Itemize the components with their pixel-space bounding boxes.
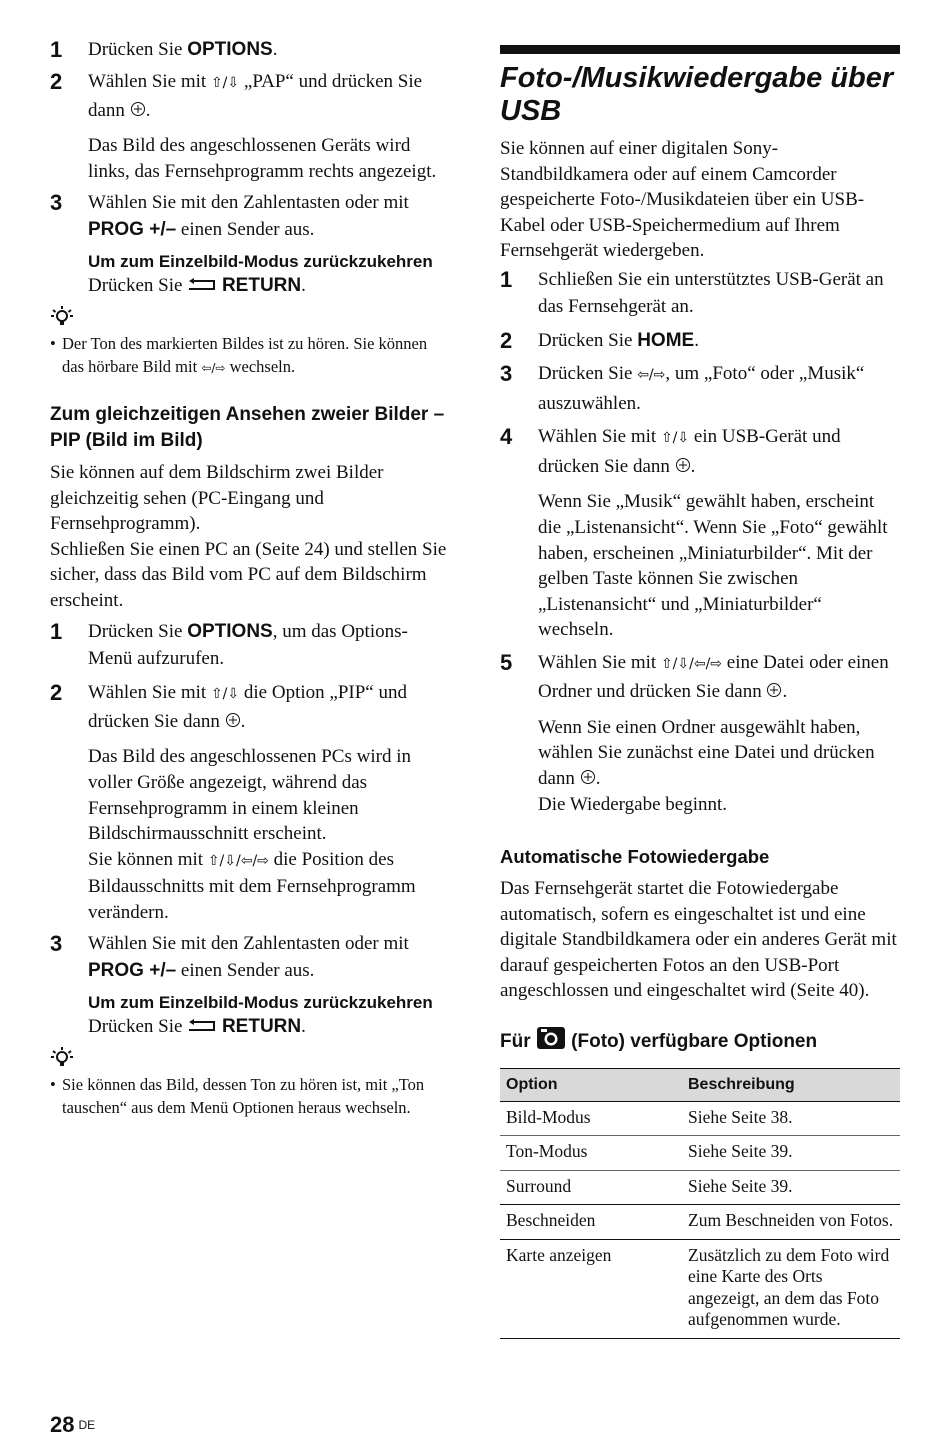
return-icon [187, 1014, 217, 1040]
left-column [50, 36, 452, 1119]
auto-photo-heading: Automatische Fotowiedergabe [500, 846, 770, 868]
usb-step-3: 3 Drücken Sie ⇦/⇨, um „Foto“ oder „Musik“ auszuwählen. [500, 361, 865, 414]
usb-step-4-note: Wenn Sie „Musik“ gewählt haben, erscheint die „Listenansicht“. Wenn Sie „Foto“ gewählt haben, erscheinen „Miniaturbilder“. Mit der gelben Taste können Sie zwischen „Listenansicht“ und „Miniaturbilder“ wechseln. [538, 491, 888, 641]
table-row: Karte anzeigen Zusätzlich zu dem Foto wird eine Karte des Orts angezeigt, an dem das Foto aufgenommen wurde. [500, 1239, 900, 1338]
table-row: Beschneiden Zum Beschneiden von Fotos. [500, 1205, 900, 1240]
step-number: 1 [50, 37, 63, 62]
usb-step-2: 2 Drücken Sie HOME. [500, 327, 699, 353]
usb-step-4: 4 Wählen Sie mit ⇧/⇩ ein USB-Gerät und drücken Sie dann . [500, 423, 900, 481]
hint-text-2: • Sie können das Bild, dessen Ton zu hören ist, mit „Ton tauschen“ aus dem Menü Optionen heraus wechseln. [50, 1075, 425, 1118]
up-down-arrows-icon: ⇧/⇩ [210, 74, 240, 91]
home-key: HOME [637, 329, 695, 351]
table-header-row [500, 1069, 900, 1102]
usb-intro: Sie können auf einer digitalen Sony-Standbildkamera oder auf einem Camcorder gespeicherte Foto-/Musikdateien über ein USB-Kabel oder USB-Speichermedium auf Ihrem Fernsehgerät wiedergeben. [500, 138, 865, 262]
photo-options-heading: Für (Foto) verfügbare Optionen [500, 1026, 900, 1058]
language-code: DE [78, 1418, 96, 1432]
usb-step-1: 1 Schließen Sie ein unterstütztes USB-Gerät an das Fernsehgerät an. [500, 266, 884, 318]
page-number: 28 [50, 1412, 75, 1437]
pip-step-1: 1 Drücken Sie OPTIONS, um das Options-Menü aufzurufen. [50, 618, 408, 670]
table-header: Option [500, 1069, 682, 1102]
usb-step-5-note: Wenn Sie einen Ordner ausgewählt haben, wählen Sie zunächst eine Datei und drücken dann . [538, 715, 900, 793]
enter-circle-icon [580, 767, 596, 793]
pip-step-2: 2 Wählen Sie mit ⇧/⇩ die Option „PIP“ und drücken Sie dann . [50, 679, 452, 737]
single-mode-subheading: Um zum Einzelbild-Modus zurückzukehren [88, 251, 433, 271]
enter-circle-icon [766, 679, 782, 707]
left-right-arrows-icon: ⇦/⇨ [637, 367, 666, 384]
return-icon [187, 273, 217, 299]
pap-step-3: 3 Wählen Sie mit den Zahlentasten oder mit PROG +/– einen Sender aus. [50, 189, 409, 241]
enter-circle-icon [675, 454, 691, 482]
return-instruction-2: Drücken Sie RETURN. [88, 1014, 452, 1040]
enter-circle-icon [130, 98, 146, 126]
options-table [500, 1068, 900, 1339]
section-rule [500, 45, 900, 54]
four-way-arrows-icon: ⇧/⇩/⇦/⇨ [660, 655, 723, 672]
table-row: Surround Siehe Seite 39. [500, 1170, 900, 1205]
section-title: Foto-/Musikwiedergabe über USB [500, 62, 894, 127]
pap-step-1: 1 Drücken Sie OPTIONS. [50, 37, 278, 62]
pip-heading: Zum gleichzeitigen Ansehen zweier Bilder – PIP (Bild im Bild) [50, 404, 445, 452]
auto-photo-text: Das Fernsehgerät startet die Fotowiedergabe automatisch, sofern es eingeschaltet ist und eine digitale Standbildkamera oder ein anderes Gerät mit darauf gespeicherten Fotos an den USB-Port angeschlossen und eingeschaltet wird (Seite 40). [500, 878, 897, 1002]
camera-icon [536, 1026, 566, 1058]
pip-intro: Sie können auf dem Bildschirm zwei Bilder gleichzeitig sehen (PC-Eingang und Fernsehprogramm). [50, 462, 384, 535]
page-footer [50, 1412, 95, 1438]
table-row: Ton-Modus Siehe Seite 39. [500, 1136, 900, 1171]
hint-text: • Der Ton des markierten Bildes ist zu hören. Sie können das hörbare Bild mit ⇦/⇨ wechseln. [50, 334, 428, 377]
right-column [500, 45, 900, 1339]
options-key: OPTIONS [187, 39, 273, 60]
return-instruction: Drücken Sie RETURN. [88, 273, 452, 299]
pip-note: Das Bild des angeschlossenen PCs wird in voller Größe angezeigt, während das Fernsehprogramm in einem kleinen Bildschirmausschnitt erscheint. [88, 746, 411, 845]
pip-note-2: Sie können mit ⇧/⇩/⇦/⇨ die Position des Bildausschnitts mit dem Fernsehprogramm verändern. [88, 848, 416, 924]
pap-note: Das Bild des angeschlossenen Geräts wird links, das Fernsehprogramm rechts angezeigt. [88, 135, 437, 182]
enter-circle-icon [225, 709, 241, 737]
pip-step-3: 3 Wählen Sie mit den Zahlentasten oder mit PROG +/– einen Sender aus. [50, 930, 409, 982]
up-down-arrows-icon: ⇧/⇩ [210, 685, 240, 702]
hint-lightbulb-icon [50, 305, 452, 332]
hint-lightbulb-icon [50, 1046, 452, 1073]
usb-step-5: 5 Wählen Sie mit ⇧/⇩/⇦/⇨ eine Datei oder einen Ordner und drücken Sie dann . [500, 649, 900, 707]
usb-step-5-note-2: Die Wiedergabe beginnt. [538, 794, 727, 816]
table-row: Bild-Modus Siehe Seite 38. [500, 1101, 900, 1136]
prog-key: PROG +/– [88, 219, 177, 241]
pap-step-2: 2 Wählen Sie mit ⇧/⇩ „PAP“ und drücken Sie dann . [50, 68, 452, 126]
table-header: Beschreibung [682, 1069, 900, 1102]
pip-intro-2: Schließen Sie einen PC an (Seite 24) und stellen Sie sicher, dass das Bild vom PC auf dem Bildschirm erscheint. [50, 538, 447, 611]
single-mode-subheading-2: Um zum Einzelbild-Modus zurückzukehren [88, 992, 433, 1012]
up-down-arrows-icon: ⇧/⇩ [660, 430, 690, 447]
